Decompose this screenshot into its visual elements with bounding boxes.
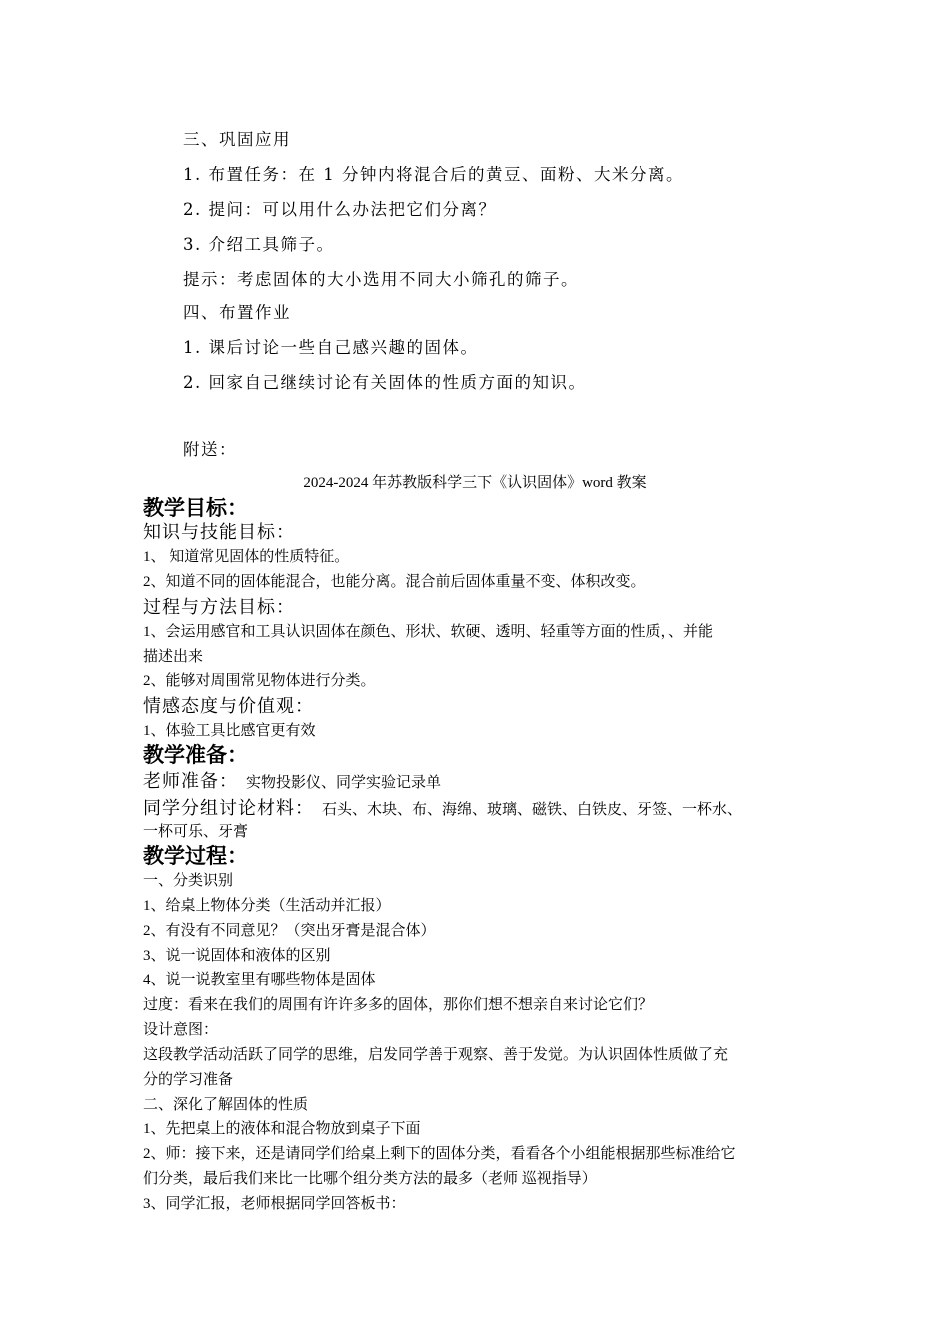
knowledge-item-2: 2、知道不同的固体能混合，也能分离。混合前后固体重量不变、体积改变。 (143, 574, 646, 590)
transition-text: 过度：看来在我们的周围有许许多多的固体，那你们想不想亲自来讨论它们？ (143, 997, 654, 1013)
process-item-1-line-1: 1、会运用感官和工具认识固体在颜色、形状、软硬、透明、轻重等方面的性质，、并能 (143, 624, 714, 640)
objectives-heading: 教学目标： (143, 496, 248, 520)
doc-title: 2024-2024 年苏教版科学三下《认识固体》word 教案 (303, 475, 647, 491)
task-item-3: 3. 介绍工具筛子。 (183, 235, 335, 254)
preparation-heading: 教学准备： (143, 743, 248, 767)
step-1-item-4: 4、说一说教室里有哪些物体是固体 (143, 972, 376, 988)
design-intent-line-1: 这段教学活动活跃了同学的思维，启发同学善于观察、善于发觉。为认识固体性质做了充 (143, 1047, 729, 1063)
design-intent-line-2: 分的学习准备 (143, 1072, 234, 1088)
student-materials-items-cont: 一杯可乐、牙膏 (143, 824, 249, 840)
process-method-heading: 过程与方法目标： (143, 597, 295, 618)
knowledge-heading: 知识与技能目标： (143, 522, 295, 543)
task-item-1: 1. 布置任务：在 1 分钟内将混合后的黄豆、面粉、大米分离。 (183, 165, 684, 184)
step-2-heading: 二、深化了解固体的性质 (143, 1097, 309, 1113)
section-heading-homework: 四、布置作业 (183, 303, 291, 322)
step-2-item-1: 1、先把桌上的液体和混合物放到桌子下面 (143, 1121, 421, 1137)
emotion-heading: 情感态度与价值观： (143, 696, 314, 717)
emotion-item-1: 1、体验工具比感官更有效 (143, 723, 316, 739)
teacher-preparation-items: 实物投影仪、同学实验记录单 (246, 775, 442, 791)
step-2-item-2-line-1: 2、师：接下来，还是请同学们给桌上剩下的固体分类，看看各个小组能根据那些标准给它 (143, 1146, 736, 1162)
step-1-item-2: 2、有没有不同意见？（突出牙膏是混合体） (143, 923, 436, 939)
hint-text: 提示：考虑固体的大小选用不同大小筛孔的筛子。 (183, 270, 579, 289)
step-2-item-2-line-2: 们分类，最后我们来比一比哪个组分类方法的最多（老师 巡视指导） (143, 1171, 597, 1187)
knowledge-item-1: 1、 知道常见固体的性质特征。 (143, 549, 350, 565)
homework-item-2: 2. 回家自己继续讨论有关固体的性质方面的知识。 (183, 373, 587, 392)
step-1-item-3: 3、说一说固体和液体的区别 (143, 948, 331, 964)
student-materials-items: 石头、木块、布、海绵、玻璃、磁铁、白铁皮、牙签、一杯水、 (322, 802, 743, 818)
step-1-item-1: 1、给桌上物体分类（生活动并汇报） (143, 898, 391, 914)
appendix-label: 附送： (183, 440, 237, 459)
section-heading-consolidate: 三、巩固应用 (183, 130, 291, 149)
process-heading: 教学过程： (143, 844, 248, 868)
step-1-heading: 一、分类识别 (143, 873, 234, 889)
student-materials (143, 794, 742, 820)
step-2-item-3: 3、同学汇报，老师根据同学回答板书： (143, 1196, 406, 1212)
homework-item-1: 1. 课后讨论一些自己感兴趣的固体。 (183, 338, 479, 357)
teacher-preparation-label: 老师准备： (143, 771, 238, 792)
design-intent-label: 设计意图： (143, 1022, 219, 1038)
process-item-2: 2、能够对周围常见物体进行分类。 (143, 673, 376, 689)
student-materials-label: 同学分组讨论材料： (143, 798, 314, 819)
task-item-2: 2. 提问：可以用什么办法把它们分离？ (183, 200, 497, 219)
teacher-preparation (143, 767, 441, 793)
process-item-1-line-2: 描述出来 (143, 649, 204, 665)
